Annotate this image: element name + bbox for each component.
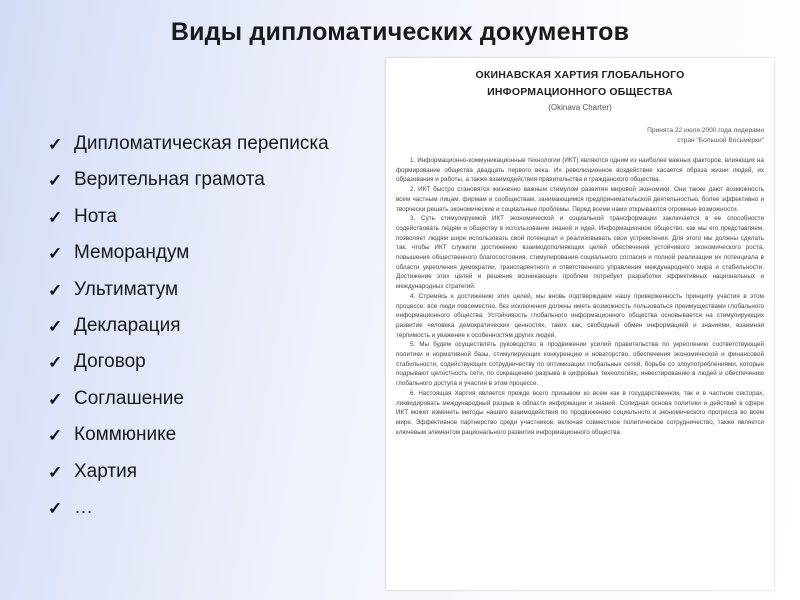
- list-item: [48, 235, 329, 271]
- document-paragraph: 2. ИКТ быстро становятся жизненно важным стимулом развития мировой экономики. Они также дают возможность всем частным лицам, фирмам и сообществам, занимающимся предпринимательской деятельностью, более эффективно и творчески решать экономические и социальные проблемы. Перед всеми нами открываются огромные возможности.: [396, 186, 764, 213]
- list-item-label: Договор: [74, 351, 146, 373]
- document-paragraph: 1. Информационно-коммуникационные технологии (ИКТ) являются одним из наиболее важных факторов, влияющих на формирование общества двадцать первого века. Их революционное воздействие касается образа жизни людей, их образования и работы, а также взаимодействия правительства и гражданского общества.: [396, 157, 764, 184]
- list-item: [48, 272, 329, 308]
- list-item-label: Ультиматум: [74, 278, 179, 300]
- document-title-line: ИНФОРМАЦИОННОГО ОБЩЕСТВА: [487, 86, 673, 98]
- checkmark-icon: ✓: [48, 426, 63, 446]
- checkmark-icon: ✓: [48, 171, 63, 191]
- bullet-list: [48, 126, 329, 526]
- list-item-label: Меморандум: [74, 242, 190, 264]
- list-item: [48, 381, 329, 417]
- list-item-label: Соглашение: [74, 387, 184, 409]
- checkmark-icon: ✓: [48, 280, 63, 300]
- list-item-label: Декларация: [74, 314, 181, 336]
- slide-title: Виды дипломатических документов: [170, 18, 630, 46]
- checkmark-icon: ✓: [48, 389, 63, 409]
- list-item: [48, 126, 329, 162]
- list-item: [48, 417, 329, 453]
- document-paragraph: 5. Мы будем осуществлять руководство в продвижении усилий правительства по укреплению соответствующей политики и нормативной базы, стимулирующих конкуренцию и новаторство, обеспечения экономической и финансовой стабильности, содействующих сотрудничеству по оптимизации глобальных сетей, борьбе со злоупотреблениями, которые подрывают целостность сети, по сокращению разрыва в цифровых технологиях, инвестированию в людей и обеспечению глобального доступа и участия в этом процессе.: [396, 341, 764, 388]
- list-item: [48, 454, 329, 490]
- checkmark-icon: ✓: [48, 244, 63, 264]
- checkmark-icon: ✓: [48, 498, 63, 518]
- checkmark-icon: ✓: [48, 353, 63, 373]
- checkmark-icon: ✓: [48, 207, 63, 227]
- checkmark-icon: ✓: [48, 316, 63, 336]
- document-adoption-note: [386, 126, 764, 146]
- document-body: [396, 156, 764, 437]
- list-item-label: …: [74, 496, 93, 518]
- list-item-label: Верительная грамота: [74, 169, 265, 191]
- document-title: [386, 67, 774, 101]
- document-subtitle: (Okinava Charter): [548, 103, 612, 112]
- list-item-label: Коммюнике: [74, 424, 177, 446]
- list-item-label: Дипломатическая переписка: [74, 133, 329, 154]
- document-paragraph: 6. Настоящая Хартия является прежде всего призывом ко всем как в государственном, так и в частном секторах, ликвидировать международный разрыв в области информации и знаний. Солидная основа политики и действий в сфере ИКТ может изменить методы нашего взаимодействия по продвижению социального и экономического прогресса во всем мире. Эффективное партнерство среди участников, включая совместное политическое сотрудничество, также является ключевым элементом рационального развития информационного общества.: [396, 389, 764, 436]
- adoption-line: стран "Большой Восьмерки": [677, 137, 764, 144]
- checkmark-icon: ✓: [48, 462, 63, 482]
- list-item: [48, 344, 329, 380]
- list-item: [48, 308, 329, 344]
- list-item-label: Хартия: [74, 460, 137, 482]
- list-item-label: Нота: [74, 205, 117, 227]
- list-item: [48, 199, 329, 235]
- adoption-line: Принята 22 июля 2000 года лидерами: [647, 127, 764, 134]
- checkmark-icon: ✓: [48, 135, 63, 154]
- document-paragraph: 3. Суть стимулируемой ИКТ экономической и социальной трансформации заключается в ее способности содействовать людям и обществу в использовании знаний и идей. Информационное общество, как мы его представляем, позволяет людям шире использовать свой потенциал и реализовывать свои устремления. Для этого мы должны сделать так, чтобы ИКТ служили достижению взаимодополняющих целей обеспечения устойчивого экономического роста, повышения общественного благосостояния, стимулирования социального согласия и полной реализации их потенциала в области укрепления демократии, транспарентного и ответственного управления международного мира и стабильности. Достижение этих целей и решение возникающих проблем потребует разработки эффективных национальных и международных стратегий.: [396, 215, 764, 291]
- list-item: [48, 490, 329, 526]
- list-item: [48, 162, 329, 198]
- document-paragraph: 4. Стремясь к достижению этих целей, мы вновь подтверждаем нашу приверженность принципу участия в этом процессе: все люди повсеместно, без исключения должны иметь возможность пользоваться преимуществами глобального информационного общества. Устойчивость глобального информационного общества основывается на стимулирующих развитие человека демократических ценностях, таких как, свободный обмен информацией и знаниями, взаимная терпимость и уважение к особенностям других людей.: [396, 292, 764, 339]
- document-title-line: ОКИНАВСКАЯ ХАРТИЯ ГЛОБАЛЬНОГО: [475, 69, 685, 81]
- charter-document-image: [386, 58, 774, 590]
